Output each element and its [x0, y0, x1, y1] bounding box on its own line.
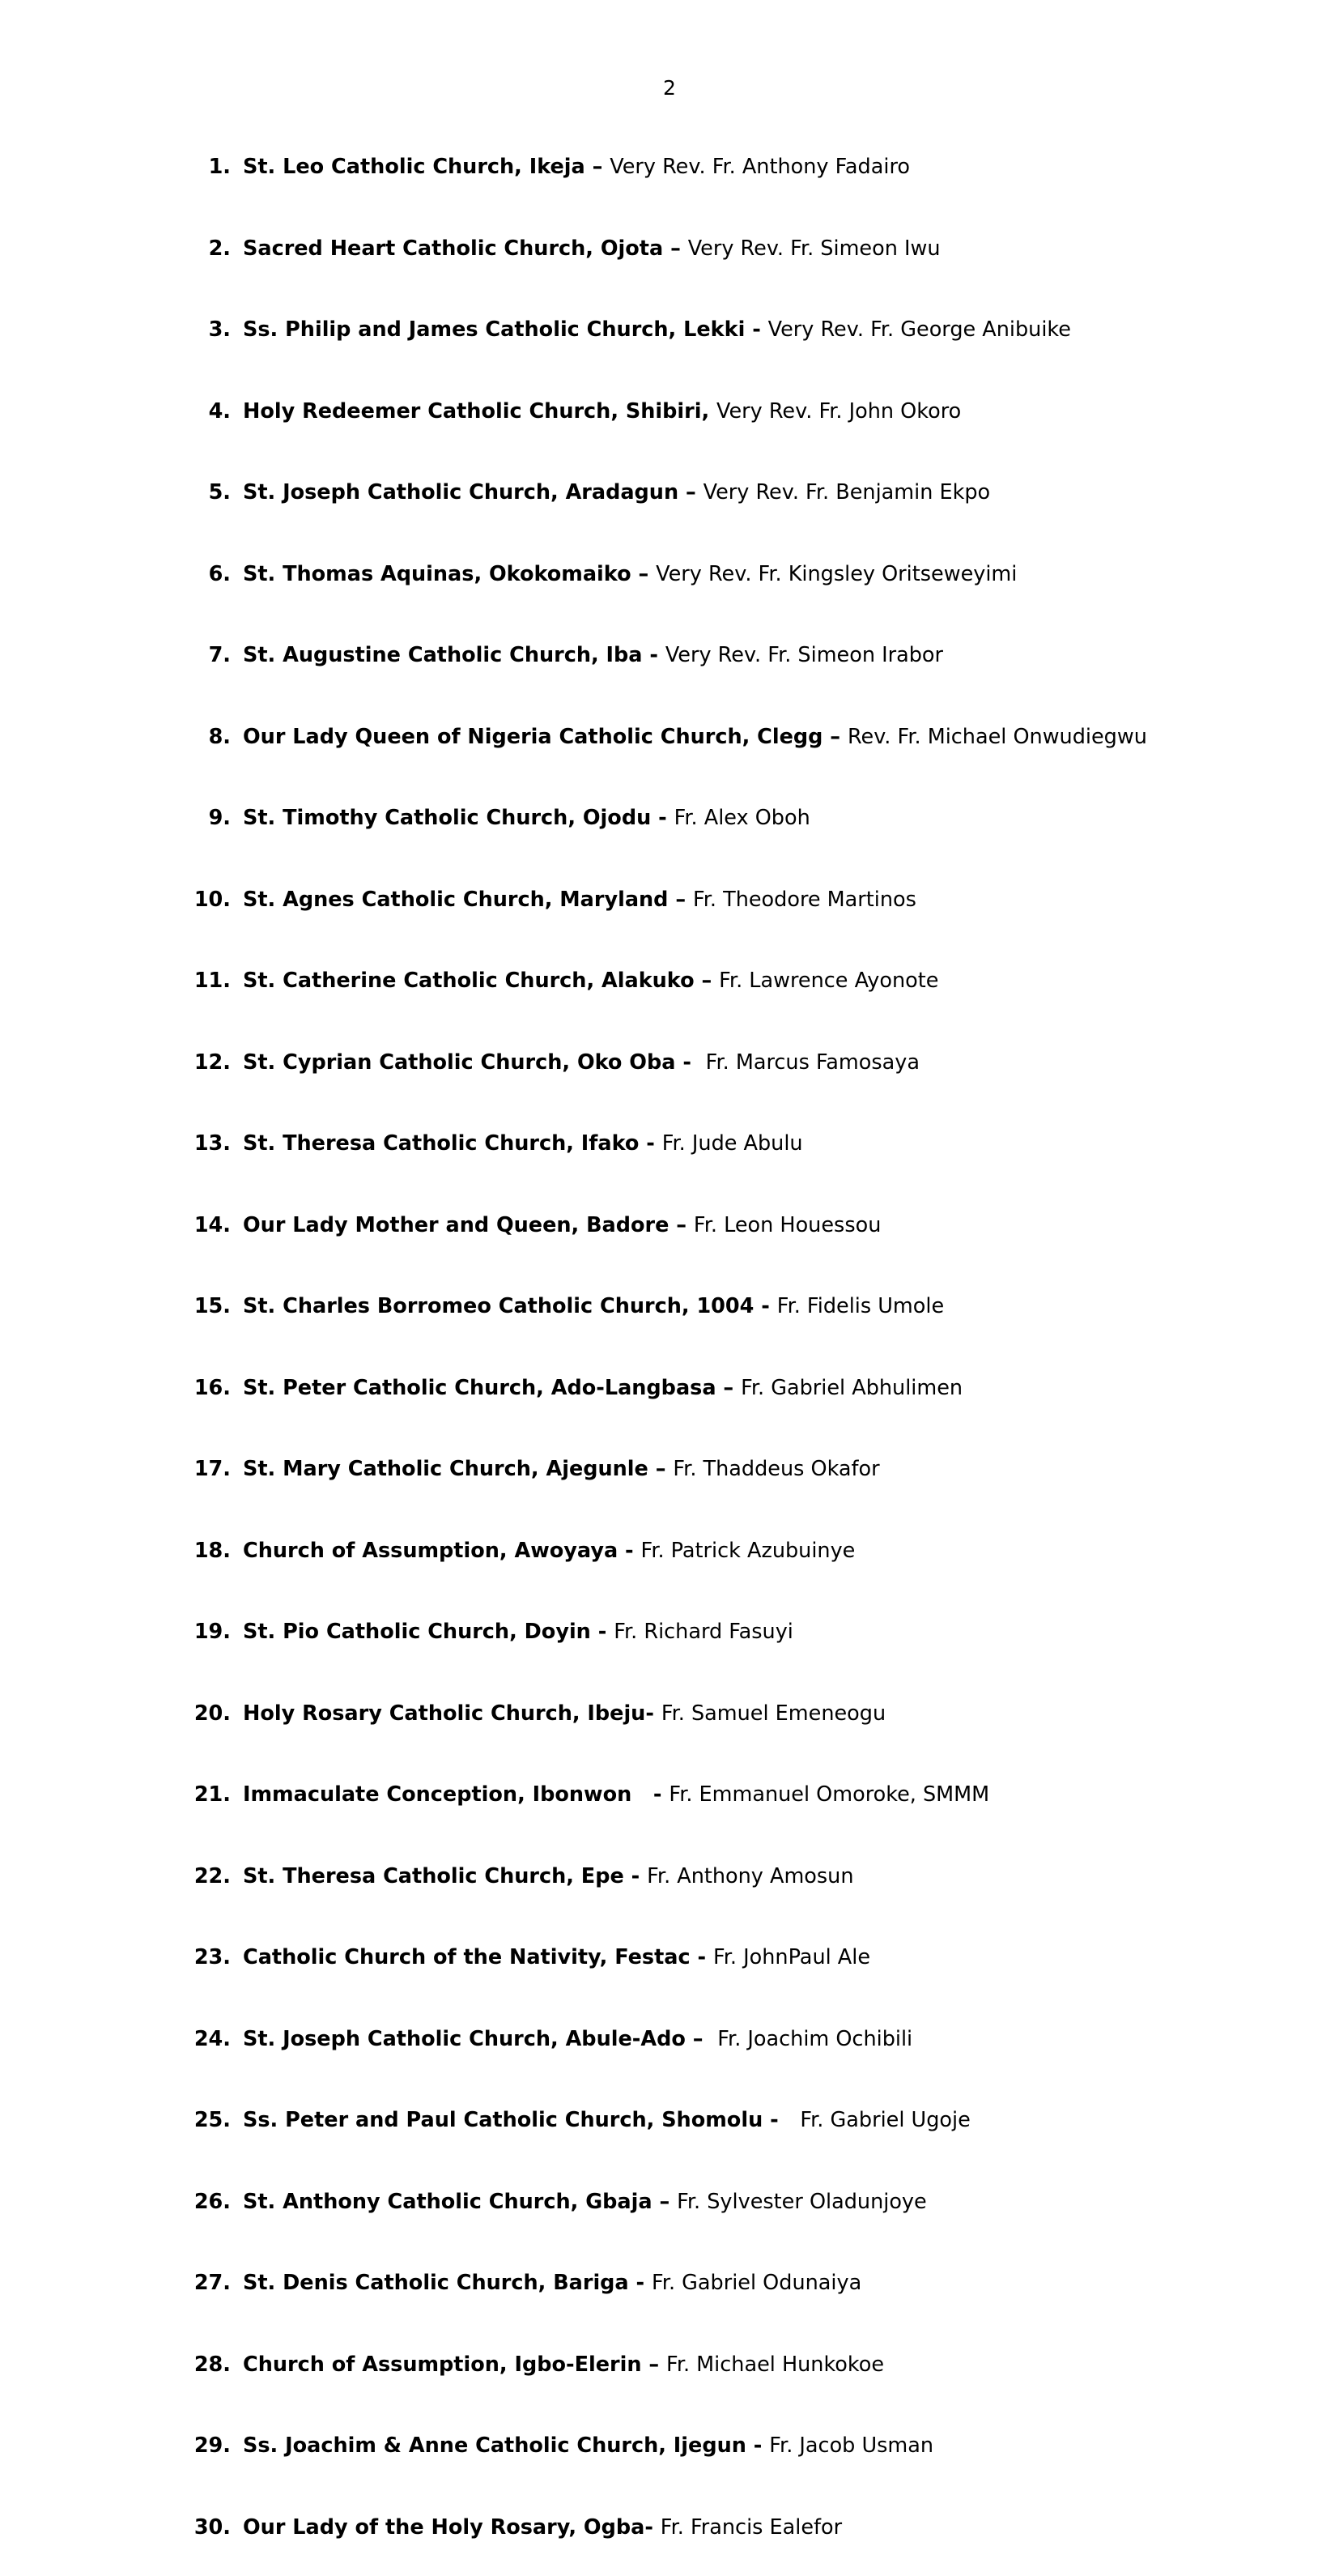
list-item-body	[243, 1697, 1187, 1730]
list-item-marker: 15.	[193, 1294, 231, 1318]
list-item-body	[243, 2023, 1187, 2055]
list-item-body	[243, 2104, 1187, 2136]
priest-name: Very Rev. Fr. Benjamin Ekpo	[703, 480, 991, 505]
list-item-marker: 16.	[193, 1375, 231, 1400]
priest-name: Fr. Marcus Famosaya	[705, 1050, 920, 1075]
list-item	[157, 1290, 1187, 1355]
list-item-body	[243, 558, 1187, 590]
list-item-body	[243, 1778, 1187, 1811]
list-item-body	[243, 2267, 1187, 2299]
list-item-body	[243, 395, 1187, 428]
list-item-marker: 20.	[193, 1701, 231, 1726]
list-item	[157, 232, 1187, 297]
parish-name: Ss. Philip and James Catholic Church, Lekki	[243, 317, 746, 342]
list-item-marker: 25.	[193, 2108, 231, 2132]
name-priest-separator	[709, 399, 716, 424]
list-item	[157, 1127, 1187, 1192]
list-item	[157, 395, 1187, 460]
list-item-body	[243, 1453, 1187, 1485]
list-item-body	[243, 1941, 1187, 1974]
list-item-body	[243, 721, 1187, 753]
priest-name: Fr. Richard Fasuyi	[614, 1620, 793, 1644]
priest-name: Fr. JohnPaul Ale	[712, 1945, 871, 1969]
parish-name: Ss. Peter and Paul Catholic Church, Shomolu	[243, 2108, 763, 2132]
list-item	[157, 2511, 1187, 2576]
list-item-marker: 27.	[193, 2271, 231, 2295]
list-item-body	[243, 232, 1187, 265]
parish-name: Church of Assumption, Awoyaya	[243, 1538, 618, 1563]
list-item-marker: 12.	[193, 1050, 231, 1075]
priest-name: Fr. Leon Houessou	[693, 1212, 882, 1237]
name-priest-separator: –	[694, 969, 720, 993]
list-item-marker: 6.	[208, 561, 231, 586]
list-item-marker: 7.	[208, 643, 231, 667]
name-priest-separator: -	[675, 1050, 706, 1075]
parish-name: St. Denis Catholic Church, Bariga	[243, 2271, 629, 2295]
list-item	[157, 2348, 1187, 2413]
list-item	[157, 1046, 1187, 1111]
list-item-marker: 8.	[208, 724, 231, 749]
list-item-body	[243, 1860, 1187, 1893]
list-item	[157, 802, 1187, 866]
parish-name: Immaculate Conception, Ibonwon	[243, 1782, 632, 1807]
name-priest-separator: -	[651, 806, 674, 830]
priest-name: Fr. Lawrence Ayonote	[719, 969, 939, 993]
list-item-body	[243, 884, 1187, 916]
name-priest-separator: –	[823, 724, 848, 749]
parish-name: St. Agnes Catholic Church, Maryland	[243, 887, 669, 912]
name-priest-separator	[654, 1701, 661, 1726]
priest-name: Very Rev. Fr. Simeon Irabor	[665, 643, 943, 667]
list-item-marker: 13.	[193, 1131, 231, 1156]
priest-name: Fr. Alex Oboh	[674, 806, 810, 830]
priest-name: Fr. Samuel Emeneogu	[661, 1701, 886, 1726]
list-item-body	[243, 1616, 1187, 1648]
list-item-body	[243, 1372, 1187, 1404]
list-item	[157, 1778, 1187, 1843]
name-priest-separator: –	[652, 2189, 678, 2214]
parish-name: St. Catherine Catholic Church, Alakuko	[243, 969, 695, 993]
priest-name: Fr. Emmanuel Omoroke, SMMM	[669, 1782, 990, 1807]
priest-name: Fr. Joachim Ochibili	[717, 2026, 913, 2051]
priest-name: Fr. Jude Abulu	[661, 1131, 803, 1156]
list-item	[157, 639, 1187, 704]
list-item-marker: 28.	[193, 2352, 231, 2377]
name-priest-separator: –	[716, 1375, 742, 1400]
list-item	[157, 884, 1187, 948]
priest-name: Fr. Anthony Amosun	[647, 1863, 854, 1888]
name-priest-separator: –	[668, 887, 693, 912]
priest-name: Fr. Gabriel Odunaiya	[652, 2271, 862, 2295]
parish-name: Ss. Joachim & Anne Catholic Church, Ijegun	[243, 2433, 746, 2458]
priest-name: Fr. Jacob Usman	[769, 2433, 934, 2458]
priest-name: Fr. Gabriel Abhulimen	[741, 1375, 963, 1400]
name-priest-separator: -	[639, 1131, 662, 1156]
list-item	[157, 151, 1187, 215]
list-item-marker: 19.	[193, 1620, 231, 1644]
list-item-marker: 23.	[193, 1945, 231, 1969]
priest-name: Fr. Sylvester Oladunjoye	[677, 2189, 927, 2214]
list-item-marker: 14.	[193, 1212, 231, 1237]
name-priest-separator: -	[690, 1945, 713, 1969]
priest-name: Rev. Fr. Michael Onwudiegwu	[847, 724, 1147, 749]
priest-name: Fr. Gabriel Ugoje	[800, 2108, 971, 2132]
parish-name: St. Mary Catholic Church, Ajegunle	[243, 1457, 648, 1481]
name-priest-separator: -	[623, 1863, 648, 1888]
list-item-marker: 24.	[193, 2026, 231, 2051]
list-item-body	[243, 1209, 1187, 1241]
priest-name: Very Rev. Fr. George Anibuike	[767, 317, 1071, 342]
parish-name: Catholic Church of the Nativity, Festac	[243, 1945, 691, 1969]
list-item	[157, 964, 1187, 1029]
list-item-marker: 30.	[193, 2514, 231, 2540]
list-item-marker: 21.	[193, 1782, 231, 1807]
list-item-body	[243, 313, 1187, 346]
list-item-marker: 26.	[193, 2189, 231, 2214]
name-priest-separator: -	[628, 2271, 652, 2295]
priest-name: Fr. Patrick Azubuinye	[640, 1538, 856, 1563]
parish-name: Sacred Heart Catholic Church, Ojota	[243, 236, 664, 261]
list-item-body	[243, 2511, 1187, 2544]
parish-name: St. Anthony Catholic Church, Gbaja	[243, 2189, 652, 2214]
name-priest-separator: -	[763, 2108, 801, 2132]
parish-name: St. Charles Borromeo Catholic Church, 1004	[243, 1294, 755, 1318]
priest-name: Fr. Thaddeus Okafor	[673, 1457, 880, 1481]
name-priest-separator: –	[678, 480, 704, 505]
parish-name: Holy Rosary Catholic Church, Ibeju-	[243, 1701, 654, 1726]
parish-name: Our Lady Mother and Queen, Badore	[243, 1212, 670, 1237]
list-item	[157, 1372, 1187, 1437]
list-item-body	[243, 802, 1187, 834]
list-item-body	[243, 151, 1187, 183]
list-item-marker: 18.	[193, 1538, 231, 1563]
name-priest-separator: –	[631, 561, 657, 586]
list-item-body	[243, 1290, 1187, 1322]
list-item	[157, 1697, 1187, 1762]
list-item-body	[243, 1535, 1187, 1567]
parish-name: St. Theresa Catholic Church, Epe	[243, 1863, 624, 1888]
list-item	[157, 1453, 1187, 1518]
list-item-marker: 10.	[193, 887, 231, 912]
name-priest-separator: –	[641, 2352, 667, 2377]
list-item	[157, 2104, 1187, 2169]
list-item-marker: 1.	[208, 155, 231, 179]
list-item	[157, 1860, 1187, 1925]
name-priest-separator: –	[663, 236, 688, 261]
name-priest-separator: –	[669, 1212, 694, 1237]
parish-name: St. Joseph Catholic Church, Abule-Ado	[243, 2026, 686, 2051]
page-number: 2	[663, 76, 676, 100]
parish-name: St. Theresa Catholic Church, Ifako	[243, 1131, 640, 1156]
list-item-marker: 11.	[193, 969, 231, 993]
list-item-body	[243, 2348, 1187, 2381]
priest-name: Fr. Michael Hunkokoe	[666, 2352, 885, 2377]
list-item-marker: 4.	[208, 398, 231, 424]
list-item-marker: 2.	[208, 236, 231, 261]
list-item	[157, 1535, 1187, 1599]
priest-name: Very Rev. Fr. Anthony Fadairo	[610, 155, 910, 179]
name-priest-separator: -	[618, 1538, 641, 1563]
parish-name: St. Timothy Catholic Church, Ojodu	[243, 806, 652, 830]
list-item	[157, 2023, 1187, 2088]
list-item	[157, 1209, 1187, 1274]
list-item	[157, 476, 1187, 541]
parish-name: St. Pio Catholic Church, Doyin	[243, 1620, 591, 1644]
list-item-body	[243, 2429, 1187, 2462]
name-priest-separator: -	[746, 2433, 770, 2458]
name-priest-separator: -	[754, 1294, 777, 1318]
list-item	[157, 2186, 1187, 2250]
name-priest-separator	[653, 2515, 661, 2540]
list-item-body	[243, 1127, 1187, 1160]
list-item	[157, 558, 1187, 623]
parish-name: St. Augustine Catholic Church, Iba	[243, 643, 643, 667]
name-priest-separator: –	[648, 1457, 674, 1481]
parish-name: Holy Redeemer Catholic Church, Shibiri,	[243, 398, 710, 424]
list-item	[157, 721, 1187, 786]
parish-name: St. Thomas Aquinas, Okokomaiko	[243, 561, 631, 586]
priest-name: Fr. Fidelis Umole	[776, 1294, 945, 1318]
list-item	[157, 1616, 1187, 1680]
parish-name: St. Peter Catholic Church, Ado-Langbasa	[243, 1375, 716, 1400]
parish-name: Our Lady Queen of Nigeria Catholic Church, Clegg	[243, 724, 823, 749]
name-priest-separator: –	[685, 2026, 718, 2051]
list-item-marker: 3.	[208, 317, 231, 342]
list-item	[157, 2267, 1187, 2331]
list-item-marker: 9.	[208, 806, 231, 830]
parish-name: Church of Assumption, Igbo-Elerin	[243, 2352, 642, 2377]
priest-name: Very Rev. Fr. John Okoro	[716, 398, 962, 424]
list-item	[157, 1941, 1187, 2006]
priest-name: Fr. Francis Ealefor	[660, 2514, 843, 2540]
priest-name: Fr. Theodore Martinos	[692, 887, 916, 912]
list-item-body	[243, 1046, 1187, 1079]
parish-list	[157, 151, 1187, 2576]
list-item-marker: 5.	[208, 480, 231, 505]
name-priest-separator: -	[590, 1620, 614, 1644]
name-priest-separator: -	[631, 1782, 670, 1807]
name-priest-separator: -	[745, 317, 768, 342]
name-priest-separator: -	[642, 643, 665, 667]
parish-name: St. Cyprian Catholic Church, Oko Oba	[243, 1050, 676, 1075]
list-item-marker: 22.	[193, 1863, 231, 1888]
parish-name: St. Leo Catholic Church, Ikeja	[243, 155, 585, 179]
list-item-marker: 29.	[193, 2433, 231, 2458]
priest-name: Very Rev. Fr. Kingsley Oritseweyimi	[656, 561, 1018, 586]
name-priest-separator: –	[584, 155, 610, 179]
priest-name: Very Rev. Fr. Simeon Iwu	[687, 236, 941, 261]
list-item-body	[243, 476, 1187, 509]
parish-name: St. Joseph Catholic Church, Aradagun	[243, 480, 679, 505]
list-item-body	[243, 964, 1187, 997]
parish-name: Our Lady of the Holy Rosary, Ogba-	[243, 2514, 653, 2540]
list-item-body	[243, 2186, 1187, 2218]
list-item	[157, 2429, 1187, 2494]
list-item-body	[243, 639, 1187, 671]
list-item-marker: 17.	[193, 1457, 231, 1481]
list-item	[157, 313, 1187, 378]
